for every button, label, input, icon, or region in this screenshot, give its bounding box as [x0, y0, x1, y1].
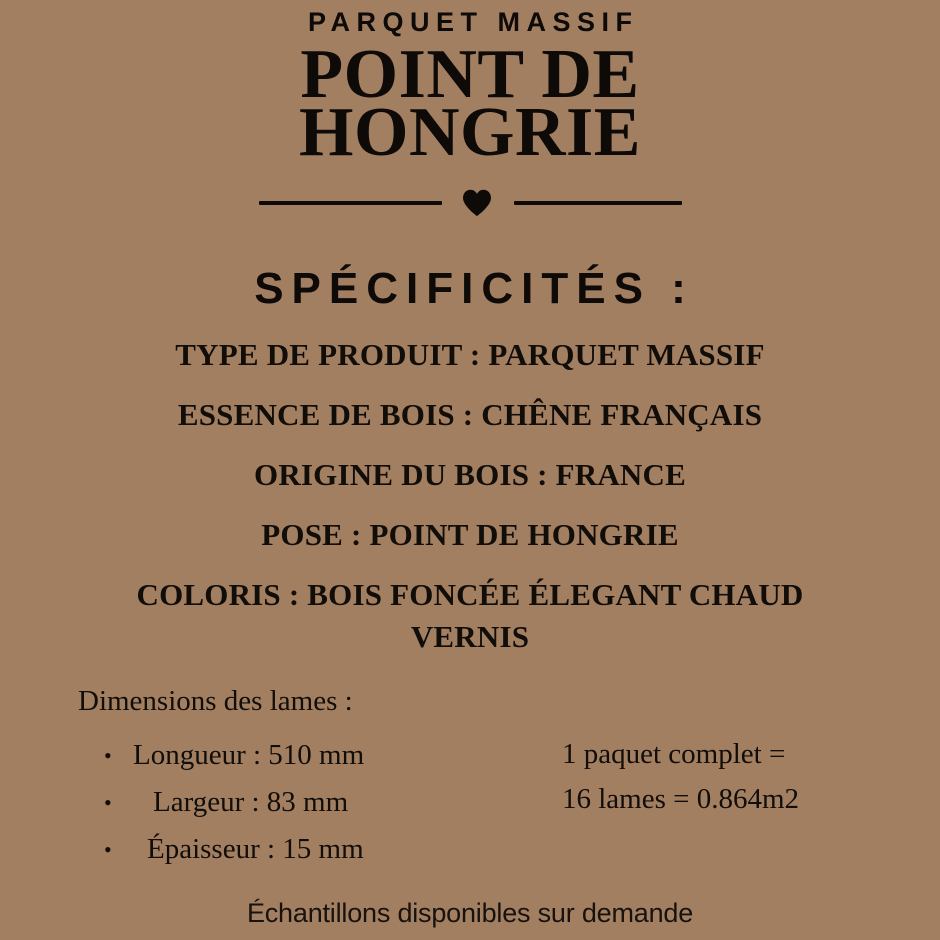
- list-item: [104, 779, 524, 826]
- dimension-longueur: Longueur : 510 mm: [133, 739, 365, 771]
- packet-info: [562, 732, 892, 822]
- spec-line-origine-du-bois: ORIGINE DU BOIS : FRANCE: [254, 457, 686, 492]
- specifications-list: [0, 325, 940, 658]
- spec-line-pose: POSE : POINT DE HONGRIE: [261, 517, 679, 552]
- dimensions-title: Dimensions des lames :: [78, 685, 353, 717]
- spec-line-essence-de-bois: ESSENCE DE BOIS : CHÊNE FRANÇAIS: [177, 397, 763, 432]
- list-item: [104, 732, 524, 779]
- page-title-line-2: HONGRIE: [299, 94, 641, 171]
- product-category-label: PARQUET MASSIF: [307, 7, 639, 37]
- divider-rule-right: [514, 201, 682, 205]
- page-title-line-1: POINT DE: [300, 36, 640, 113]
- heart-icon: [462, 188, 492, 218]
- page-title: [0, 36, 940, 171]
- dimension-largeur: Largeur : 83 mm: [153, 786, 349, 818]
- divider-rule-left: [259, 201, 442, 205]
- samples-note: Échantillons disponibles sur demande: [246, 898, 694, 928]
- spec-line-coloris: COLORIS : BOIS FONCÉE ÉLEGANT CHAUD VERNIS: [136, 577, 804, 654]
- dimension-epaisseur: Épaisseur : 15 mm: [147, 833, 364, 865]
- dimensions-section: [0, 684, 940, 872]
- dimensions-columns: [0, 732, 940, 872]
- header: [0, 0, 940, 171]
- spec-line-type-de-produit: TYPE DE PRODUIT : PARQUET MASSIF: [175, 337, 765, 372]
- list-item: [104, 826, 524, 873]
- packet-line-1: 1 paquet complet =: [562, 738, 786, 770]
- divider: [0, 186, 940, 220]
- dimensions-bullet-list: [104, 732, 524, 873]
- specifications-heading: SPÉCIFICITÉS :: [254, 264, 694, 313]
- packet-line-2: 16 lames = 0.864m2: [562, 783, 800, 815]
